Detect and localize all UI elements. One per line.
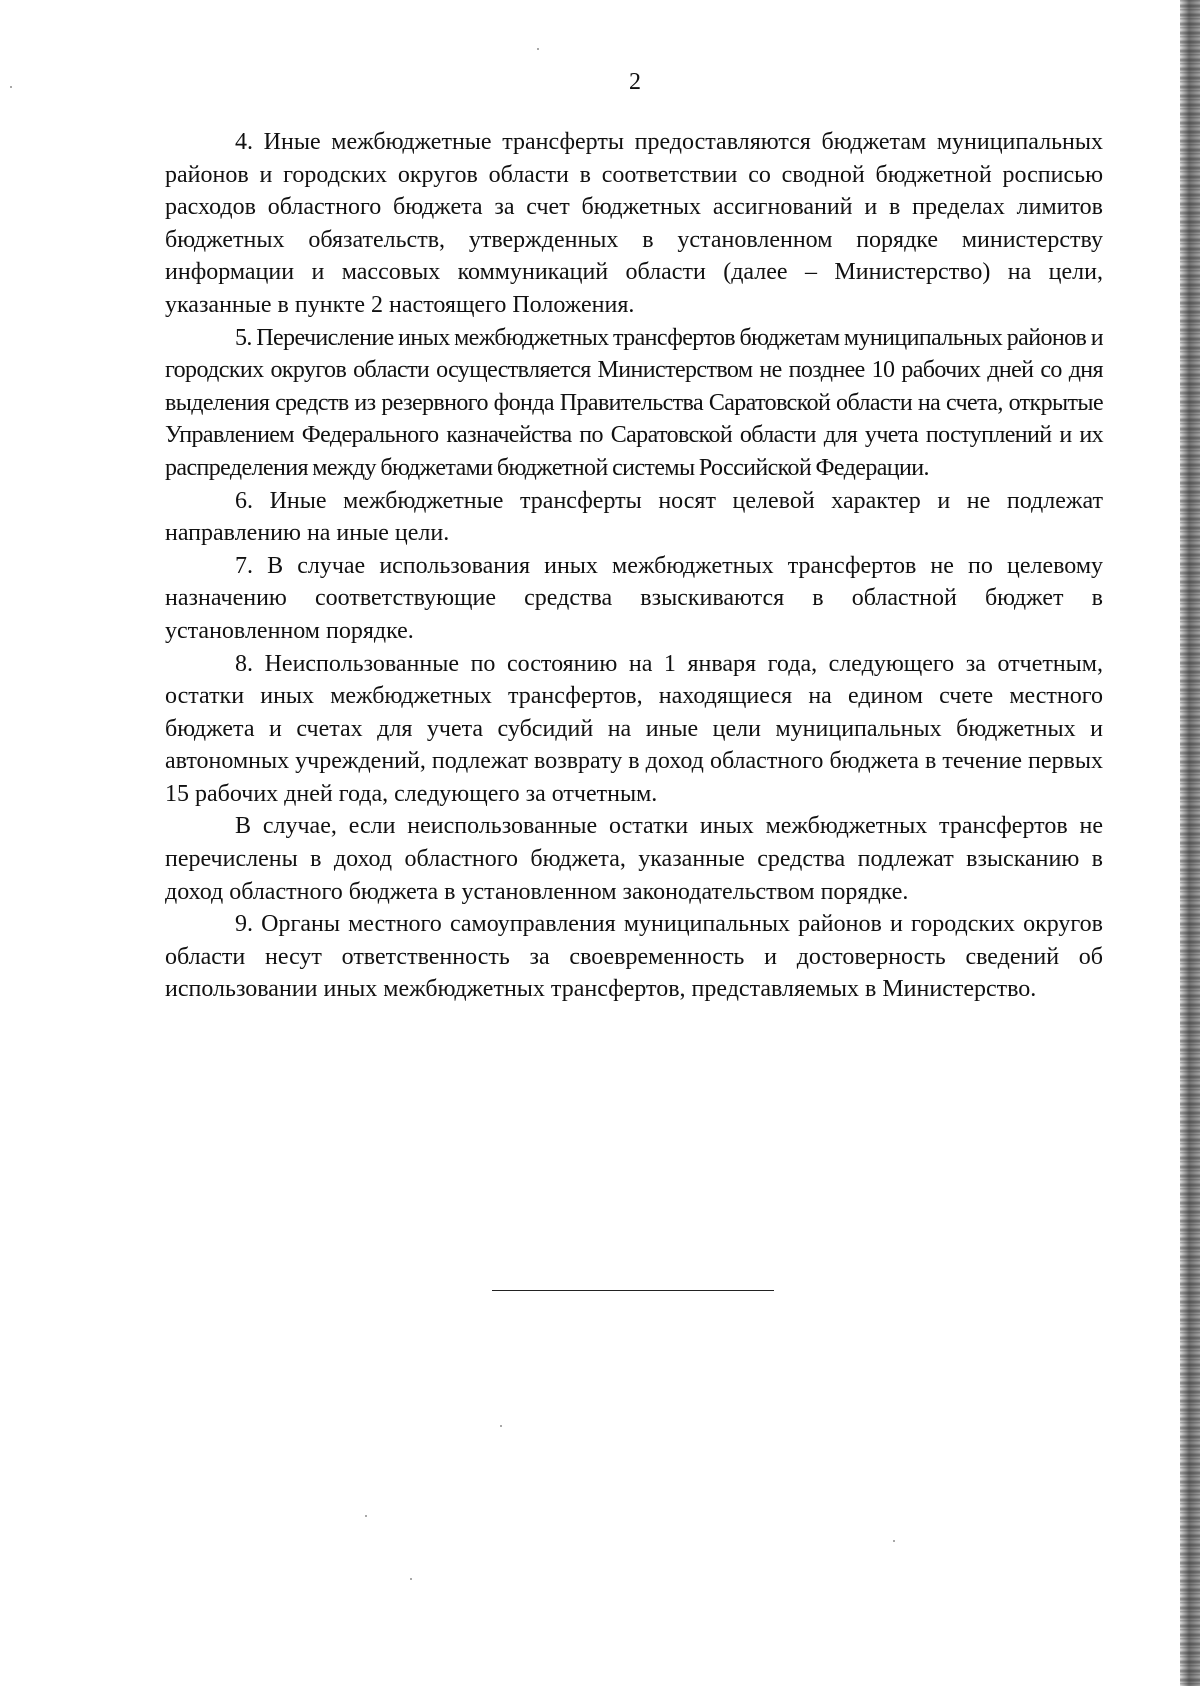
scan-speck [410,1578,412,1580]
scan-speck [537,48,539,50]
document-body [165,126,1103,1006]
paragraph-6: 6. Иные межбюджетные трансферты носят целевой характер и не подлежат направлению на иные цели. [165,487,1103,547]
scan-speck [500,1425,502,1427]
paragraph-5: 5. Перечисление иных межбюджетных трансфертов бюджетам муниципальных районов и городских округов области осуществляется Министерством не позднее 10 рабочих дней со дня выделения средств из резервного фонда Правительства Саратовской области на счета, открытые Управлением Федерального казначейства по Саратовской области для учета поступлений и их распределения между бюджетами бюджетной системы Российской Федерации. [165,324,1103,481]
scan-speck [893,1540,895,1542]
paragraph-9: 9. Органы местного самоуправления муниципальных районов и городских округов области несут ответственность за своевременность и достоверность сведений об использовании иных межбюджетных трансфертов, представляемых в Министерство. [165,911,1103,1003]
scan-speck [365,1515,367,1517]
paragraph-8: 8. Неиспользованные по состоянию на 1 января года, следующего за отчетным, остатки иных межбюджетных трансфертов, находящиеся на едином счете местного бюджета и счетах для учета субсидий на иные цели муниципальных бюджетных и автономных учреждений, подлежат возврату в доход областного бюджета в течение первых 15 рабочих дней года, следующего за отчетным. [165,650,1103,807]
closing-rule [492,1290,774,1291]
page-number: 2 [629,69,641,95]
scan-edge-shadow [1180,0,1200,1686]
paragraph-7: 7. В случае использования иных межбюджетных трансфертов не по целевому назначению соответствующие средства взыскиваются в областной бюджет в установленном порядке. [165,552,1103,644]
paragraph-8-continuation: В случае, если неиспользованные остатки иных межбюджетных трансфертов не перечислены в доход областного бюджета, указанные средства подлежат взысканию в доход областного бюджета в установленном законодательством порядке. [165,813,1103,905]
paragraph-4: 4. Иные межбюджетные трансферты предоставляются бюджетам муниципальных районов и городских округов области в соответствии со сводной бюджетной росписью расходов областного бюджета за счет бюджетных ассигнований и в пределах лимитов бюджетных обязательств, утвержденных в установленном порядке министерству информации и массовых коммуникаций области (далее – Министерство) на цели, указанные в пункте 2 настоящего Положения. [165,129,1103,318]
scan-speck [10,86,12,88]
